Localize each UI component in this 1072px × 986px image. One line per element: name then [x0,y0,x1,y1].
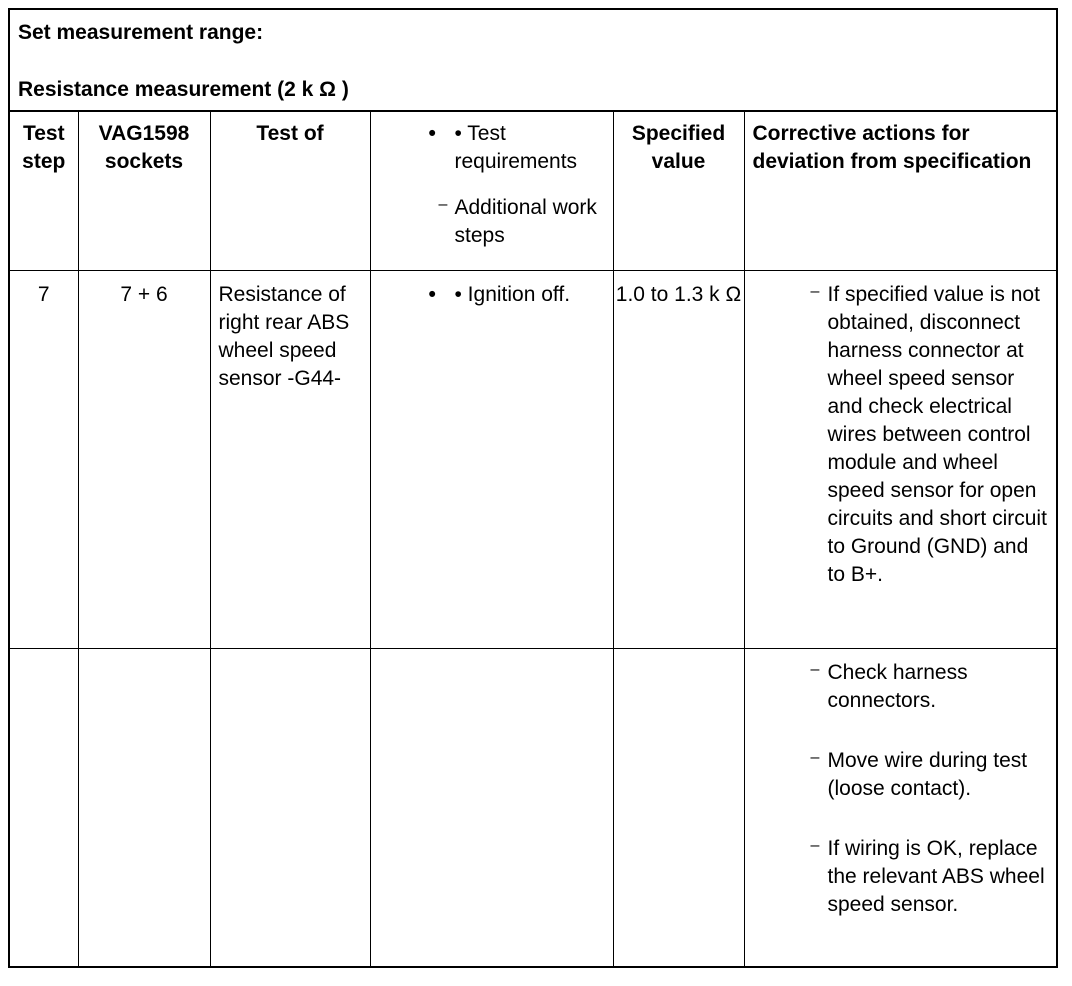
test-step-cell: 7 [10,270,78,648]
corrective-action-item [745,835,1057,919]
specified-value-cell: 1.0 to 1.3 k Ω [613,270,744,648]
test-step-cell [10,648,78,966]
dash-icon: – [810,836,820,854]
corrective-action-text: Check harness connectors. [827,660,968,712]
corrective-action-text: Move wire during test (loose contact). [827,748,1028,800]
header-requirements [370,112,613,270]
header-sockets: VAG1598 sockets [78,112,210,270]
sockets-cell [78,648,210,966]
header-test-step: Test step [10,112,78,270]
requirement-cell [370,270,613,648]
dash-icon: – [810,748,820,766]
resistance-measurement-label: Resistance measurement (2 k Ω ) [18,78,349,101]
header-additional-steps-text: Additional work steps [454,196,597,247]
requirement-text: • Ignition off. [454,282,571,306]
header-additional-steps-item [371,194,613,250]
header-requirements-text: • Test requirements [454,122,578,173]
dash-icon: – [810,660,820,678]
table-row [10,270,1056,648]
header-requirements-bullet-item [371,120,613,176]
corrective-action-item [745,281,1057,589]
measurement-range-title: Set measurement range: [18,21,264,44]
corrective-action-item [745,659,1057,715]
test-of-cell [210,648,370,966]
header-test-of: Test of [210,112,370,270]
bullet-icon: • [428,282,436,306]
test-of-cell: Resistance of right rear ABS wheel speed sensor -G44- [210,270,370,648]
table-row [10,648,1056,966]
corrective-action-text: If specified value is not obtained, disconnect harness connector at wheel speed sensor and check electrical wires between control module and wheel speed sensor for open circuits and short circuit to Ground (GND) and to B+. [827,282,1047,586]
header-corrective-actions: Corrective actions for deviation from specification [744,112,1056,270]
specified-value-cell [613,648,744,966]
requirement-bullet-item [371,281,613,309]
sockets-cell: 7 + 6 [78,270,210,648]
corrective-action-item [745,747,1057,803]
dash-icon: – [438,196,448,213]
dash-icon: – [810,282,820,300]
bullet-icon: • [428,122,436,145]
procedure-sheet [8,8,1058,968]
table-header-row [10,112,1056,270]
measurement-range-box [10,10,1056,112]
header-specified-value: Specified value [613,112,744,270]
corrective-actions-cell [744,648,1056,966]
corrective-action-text: If wiring is OK, replace the relevant ABS wheel speed sensor. [827,836,1045,916]
test-table [10,112,1056,966]
corrective-actions-cell [744,270,1056,648]
requirement-cell [370,648,613,966]
